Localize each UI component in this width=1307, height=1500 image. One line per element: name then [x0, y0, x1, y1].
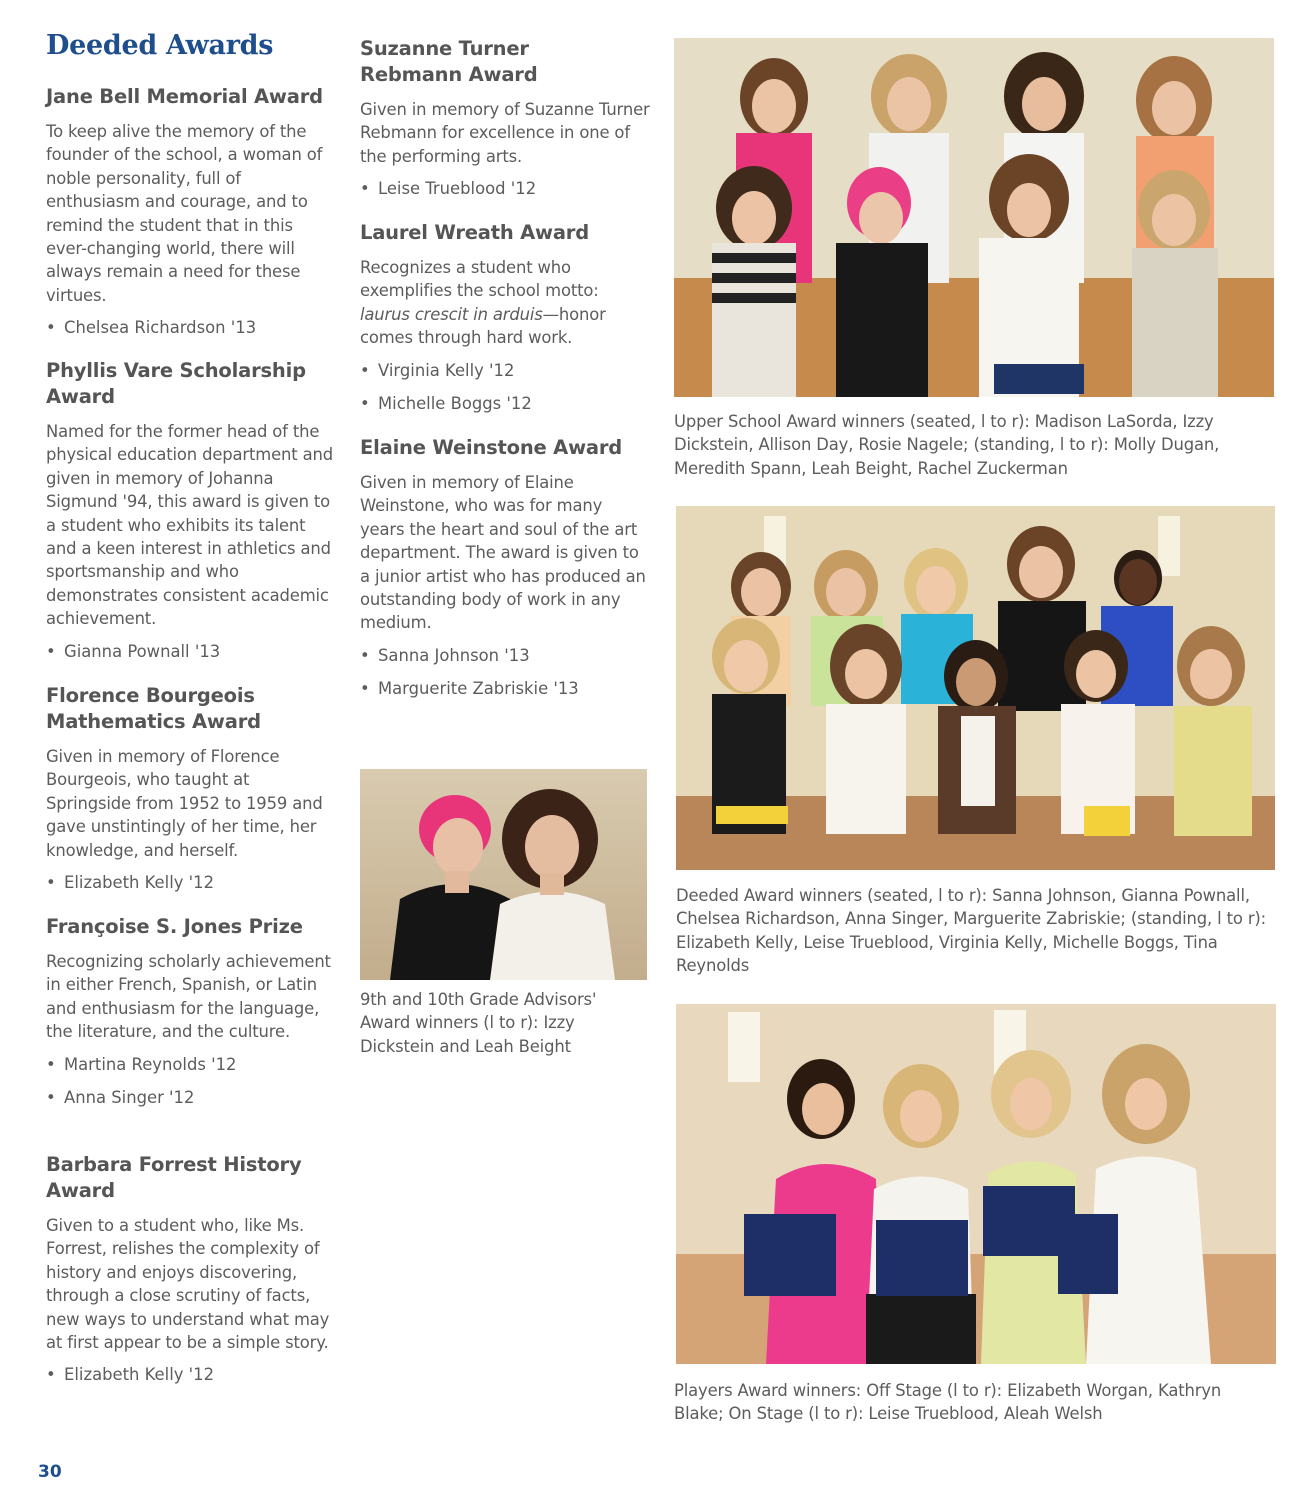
award-title: Suzanne Turner Rebmann Award	[360, 37, 538, 86]
award-title: Elaine Weinstone Award	[360, 436, 623, 459]
school-motto: laurus crescit in arduis	[360, 304, 543, 324]
award-description-text: —honor comes through hard work.	[360, 304, 606, 348]
award-laurel-wreath	[360, 220, 650, 425]
award-title: Barbara Forrest History Award	[46, 1153, 302, 1202]
award-jane-bell	[46, 84, 336, 349]
winner-item: • Martina Reynolds '12	[46, 1053, 336, 1076]
award-description: Named for the former head of the physical education department and given in memory of Johanna Sigmund '94, this award is given to a student who exhibits its talent and a keen interest in athletics and sportsmanship and who demonstrates consistent academic achievement.	[46, 422, 334, 629]
winner-item: • Virginia Kelly '12	[360, 359, 650, 382]
winner-item: • Leise Trueblood '12	[360, 177, 650, 200]
advisors-award-photo	[360, 769, 647, 980]
award-phyllis-vare	[46, 358, 336, 673]
award-description-text: Recognizes a student who exemplifies the school motto:	[360, 258, 599, 301]
award-suzanne-rebmann	[360, 36, 650, 210]
award-florence-bourgeois	[46, 683, 336, 904]
deeded-award-photo	[676, 506, 1275, 870]
winner-list	[46, 316, 336, 339]
award-title: Françoise S. Jones Prize	[46, 915, 303, 938]
section-title: Deeded Awards	[46, 30, 274, 61]
award-barbara-forrest	[46, 1152, 336, 1396]
winner-item: • Gianna Pownall '13	[46, 640, 336, 663]
award-title: Phyllis Vare Scholarship Award	[46, 359, 306, 408]
award-description: Given in memory of Florence Bourgeois, who taught at Springside from 1952 to 1959 and gave unstintingly of her time, her knowledge, and herself.	[46, 747, 323, 860]
photo-caption: Players Award winners: Off Stage (l to r): Elizabeth Worgan, Kathryn Blake; On Stage (l to r): Leise Trueblood, Aleah Welsh	[674, 1381, 1222, 1424]
award-description: To keep alive the memory of the founder of the school, a woman of noble personality, full of enthusiasm and courage, and to remind the student that in this ever-changing world, there will always remain a need for these virtues.	[46, 122, 323, 305]
page-number: 30	[38, 1462, 62, 1482]
award-description: Given to a student who, like Ms. Forrest, relishes the complexity of history and enjoys discovering, through a close scrutiny of facts, new ways to understand what may at first appear to be a simple story.	[46, 1216, 330, 1353]
award-description: Recognizing scholarly achievement in either French, Spanish, or Latin and enthusiasm for the language, the literature, and the culture.	[46, 952, 331, 1042]
award-title: Jane Bell Memorial Award	[46, 85, 323, 108]
winner-list	[46, 871, 336, 894]
winner-item: • Michelle Boggs '12	[360, 392, 650, 415]
winner-item: • Sanna Johnson '13	[360, 644, 650, 667]
award-elaine-weinstone	[360, 435, 650, 710]
winner-list	[360, 177, 650, 200]
photo-caption: 9th and 10th Grade Advisors' Award winners (l to r): Izzy Dickstein and Leah Beight	[360, 990, 597, 1056]
winner-list	[46, 1363, 336, 1386]
players-award-photo	[676, 1004, 1276, 1364]
winner-list	[46, 1053, 336, 1109]
winner-item: • Chelsea Richardson '13	[46, 316, 336, 339]
award-francoise-jones	[46, 914, 336, 1119]
award-title: Laurel Wreath Award	[360, 221, 589, 244]
upper-school-award-photo	[674, 38, 1274, 397]
winner-item: • Marguerite Zabriskie '13	[360, 677, 650, 700]
winner-item: • Elizabeth Kelly '12	[46, 1363, 336, 1386]
award-description: Given in memory of Elaine Weinstone, who was for many years the heart and soul of the art department. The award is given to a junior artist who has produced an outstanding body of work in any medium.	[360, 473, 646, 633]
winner-list	[360, 644, 650, 700]
photo-caption: Deeded Award winners (seated, l to r): Sanna Johnson, Gianna Pownall, Chelsea Richardson, Anna Singer, Marguerite Zabriskie; (standing, l to r): Elizabeth Kelly, Leise Trueblood, Virginia Kelly, Michelle Boggs, Tina Reynolds	[676, 886, 1267, 976]
award-description: Given in memory of Suzanne Turner Rebmann for excellence in one of the performing arts.	[360, 100, 650, 166]
winner-item: • Anna Singer '12	[46, 1086, 336, 1109]
winner-list	[360, 359, 650, 415]
award-title: Florence Bourgeois Mathematics Award	[46, 684, 261, 733]
winner-list	[46, 640, 336, 663]
winner-item: • Elizabeth Kelly '12	[46, 871, 336, 894]
award-description	[360, 256, 650, 350]
photo-caption: Upper School Award winners (seated, l to r): Madison LaSorda, Izzy Dickstein, Allison Day, Rosie Nagele; (standing, l to r): Molly Dugan, Meredith Spann, Leah Beight, Rachel Zuckerman	[674, 412, 1220, 478]
